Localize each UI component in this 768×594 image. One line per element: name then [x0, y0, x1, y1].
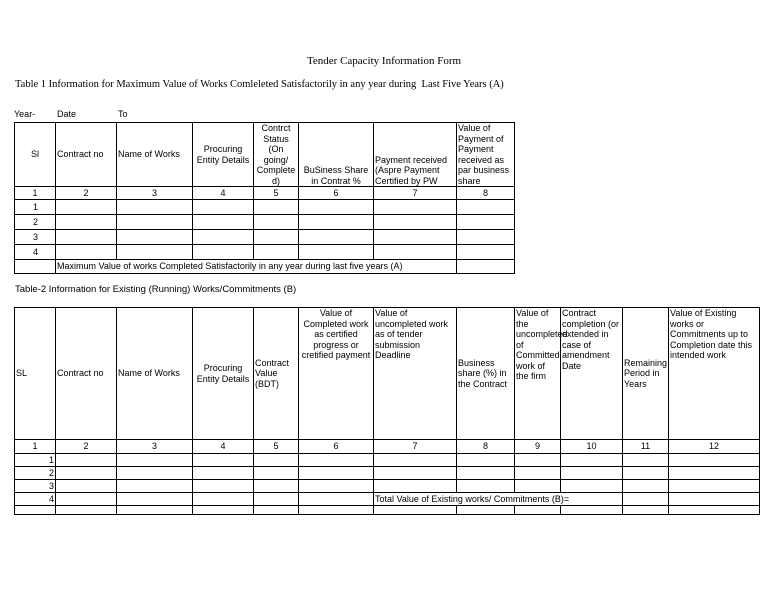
- table2-header-row: [15, 308, 760, 440]
- col-number: 7: [374, 187, 457, 200]
- header-contract-value: Contract Value (BDT): [254, 308, 299, 440]
- table-row: [15, 480, 760, 493]
- max-value-summary: Maximum Value of works Completed Satisfactorily in any year during last five years (A): [56, 260, 457, 274]
- col-number: 2: [56, 187, 117, 200]
- header-contract-no: Contract no: [56, 308, 117, 440]
- col-number: 6: [299, 187, 374, 200]
- header-procuring-entity: Procuring Entity Details: [193, 123, 254, 187]
- header-value-uncompleted: Value of uncompleted work as of tender submission Deadline: [374, 308, 457, 440]
- table2-caption: Table-2 Information for Existing (Running) Works/Commitments (B): [15, 284, 297, 295]
- col-number: 8: [457, 187, 515, 200]
- header-value-completed: Value of Completed work as certified progress or cretified payment: [299, 308, 374, 440]
- header-sl: Sl: [15, 123, 56, 187]
- total-existing-works: Total Value of Existing works/ Commitments (B)=: [374, 493, 623, 506]
- table-row: [15, 215, 515, 230]
- col-number: 1: [15, 440, 56, 454]
- header-payment-received: Payment received (Aspre Payment Certified by PW: [374, 123, 457, 187]
- header-business-share: BuSiness Share in Contrat %: [299, 123, 374, 187]
- header-procuring-entity: Procuring Entity Details: [193, 308, 254, 440]
- col-number: 12: [669, 440, 760, 454]
- row-sl: 4: [15, 493, 56, 506]
- header-value-uncompleted-firm: Value of the uncompleted of Committed work of the firm: [515, 308, 561, 440]
- header-contract-no: Contract no: [56, 123, 117, 187]
- col-number: 2: [56, 440, 117, 454]
- col-number: 8: [457, 440, 515, 454]
- header-name-of-works: Name of Works: [117, 308, 193, 440]
- table-row: [15, 245, 515, 260]
- col-number: 6: [299, 440, 374, 454]
- header-remaining-period: Remaining Period in Years: [623, 308, 669, 440]
- col-number: 1: [15, 187, 56, 200]
- to-label: To: [118, 109, 128, 119]
- header-name-of-works: Name of Works: [117, 123, 193, 187]
- row-sl: 2: [15, 467, 56, 480]
- header-value-of-payment: Value of Payment of Payment received as par business share: [457, 123, 515, 187]
- col-number: 3: [117, 187, 193, 200]
- header-contract-status: Contrct Status (On going/ Complete d): [254, 123, 299, 187]
- header-value-existing-works: Value of Existing works or Commitments up to Completion date this intended work: [669, 308, 760, 440]
- table-row: [15, 230, 515, 245]
- col-number: 4: [193, 187, 254, 200]
- table1-number-row: [15, 187, 515, 200]
- col-number: 11: [623, 440, 669, 454]
- max-value-works-table: [14, 122, 515, 274]
- col-number: 10: [561, 440, 623, 454]
- col-number: 5: [254, 187, 299, 200]
- col-number: 7: [374, 440, 457, 454]
- form-title: Tender Capacity Information Form: [306, 55, 462, 67]
- existing-works-table: [14, 307, 760, 515]
- year-label: Year-: [14, 109, 36, 119]
- table1-header-row: [15, 123, 515, 187]
- col-number: 3: [117, 440, 193, 454]
- row-sl: 3: [15, 230, 56, 245]
- header-completion-date: Contract completion (or extended in case of amendment Date: [561, 308, 623, 440]
- table2-number-row: [15, 440, 760, 454]
- table-row: [15, 200, 515, 215]
- table1-summary-row: [15, 260, 515, 274]
- table-row: [15, 506, 760, 515]
- col-number: 4: [193, 440, 254, 454]
- header-sl: SL: [15, 308, 56, 440]
- col-number: 9: [515, 440, 561, 454]
- row-sl: 1: [15, 454, 56, 467]
- table-row: [15, 467, 760, 480]
- row-sl: 2: [15, 215, 56, 230]
- header-business-share: Business share (%) in the Contract: [457, 308, 515, 440]
- col-number: 5: [254, 440, 299, 454]
- row-sl: 1: [15, 200, 56, 215]
- table-row: [15, 454, 760, 467]
- table1-caption: Table 1 Information for Maximum Value of Works Comleleted Satisfactorily in any year during Last Five Years (A): [15, 79, 504, 90]
- row-sl: 4: [15, 245, 56, 260]
- table-row: [15, 493, 760, 506]
- date-label: Date: [57, 109, 77, 119]
- row-sl: 3: [15, 480, 56, 493]
